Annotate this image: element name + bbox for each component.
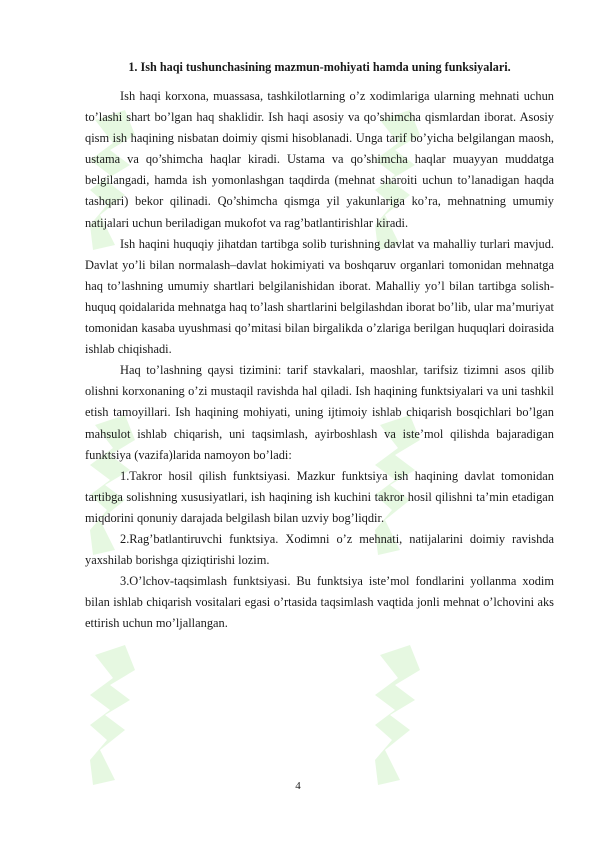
section-title: 1. Ish haqi tushunchasining mazmun-mohiyati hamda uning funksiyalari. (128, 60, 511, 74)
watermark-logo-icon (85, 640, 145, 790)
page-number: 4 (295, 780, 301, 792)
paragraph: 1.Takror hosil qilish funktsiyasi. Mazkur funktsiya ish haqining davlat tomonidan tartibga solishning xususiyatlari, ish haqining ish kuchini takror hosil qilishni ta’min etadigan miqdorini qonuniy darajada belgilash bilan uzviy bog’liqdir. (85, 468, 554, 525)
paragraph: 3.O’lchov-taqsimlash funktsiyasi. Bu funktsiya iste’mol fondlarini yollanma xodim bilan ishlab chiqarish vositalari egasi o’rtasida taqsimlash vaqtida jonli mehnat o’lchovini aks ettirish uchun mo’ljallangan. (85, 574, 554, 631)
watermark-logo-icon (370, 640, 430, 790)
paragraph: Haq to’lashning qaysi tizimini: tarif stavkalari, maoshlar, tarifsiz tizimni asos qilib olishni korxonaning o’zi mustaqil ravishda hal qiladi. Ish haqining funktsiyalari va uni tashkil etish tamoyillari. Ish haqining mohiyati, uning ijtimoiy ishlab chiqarish bosqichlari bo’lgan mahsulot ishlab chiqarish, uni taqsimlash, ayirboshlash va iste’mol qilishda bajaradigan funktsiya (vazifa)larida namoyon bo’ladi: (85, 363, 554, 462)
document-body (85, 58, 554, 634)
paragraph: Ish haqi korxona, muassasa, tashkilotlarning o’z xodimlariga ularning mehnati uchun to’lashi shart bo’lgan haq shaklidir. Ish haqi asosiy va qo’shimcha qismlardan iborat. Asosiy qism ish haqining nisbatan doimiy qismi hisoblanadi. Unga tarif bo’yicha belgilangan maosh, ustama va qo’shimcha haqlar kiradi. Ustama va qo’shimcha haqlar muayyan muddatga belgilangadi, hamda ish yomonlashgan taqdirda (mehnat sharoiti uchun to’lanadigan haqda tashqari) bekor qilinadi. Qo’shimcha qismga yil yakunlariga ko’ra, mehnatning umumiy natijalari uchun beriladigan mukofot va rag’batlantirishlar kiradi. (85, 89, 554, 230)
paragraph: Ish haqini huquqiy jihatdan tartibga solib turishning davlat va mahalliy turlari mavjud. Davlat yo’li bilan normalash–davlat hokimiyati va boshqaruv organlari tomonidan mehnatga haq to’lashning umumiy shartlari belgilanishidan iborat. Mahalliy yo’l bilan tartibga solish-huquq qoidalarida mehnatga haq to’lash shartlarini belgilashdan iborat bo’lib, ular ma’muriyat tomonidan kasaba uyushmasi qo’mitasi bilan birgalikda o’zlariga berilgan huquqlari doirasida ishlab chiqishadi. (85, 236, 554, 357)
paragraph: 2.Rag’batlantiruvchi funktsiya. Xodimni o’z mehnati, natijalarini doimiy ravishda yaxshilab borishga qiziqtirishi lozim. (85, 531, 554, 568)
